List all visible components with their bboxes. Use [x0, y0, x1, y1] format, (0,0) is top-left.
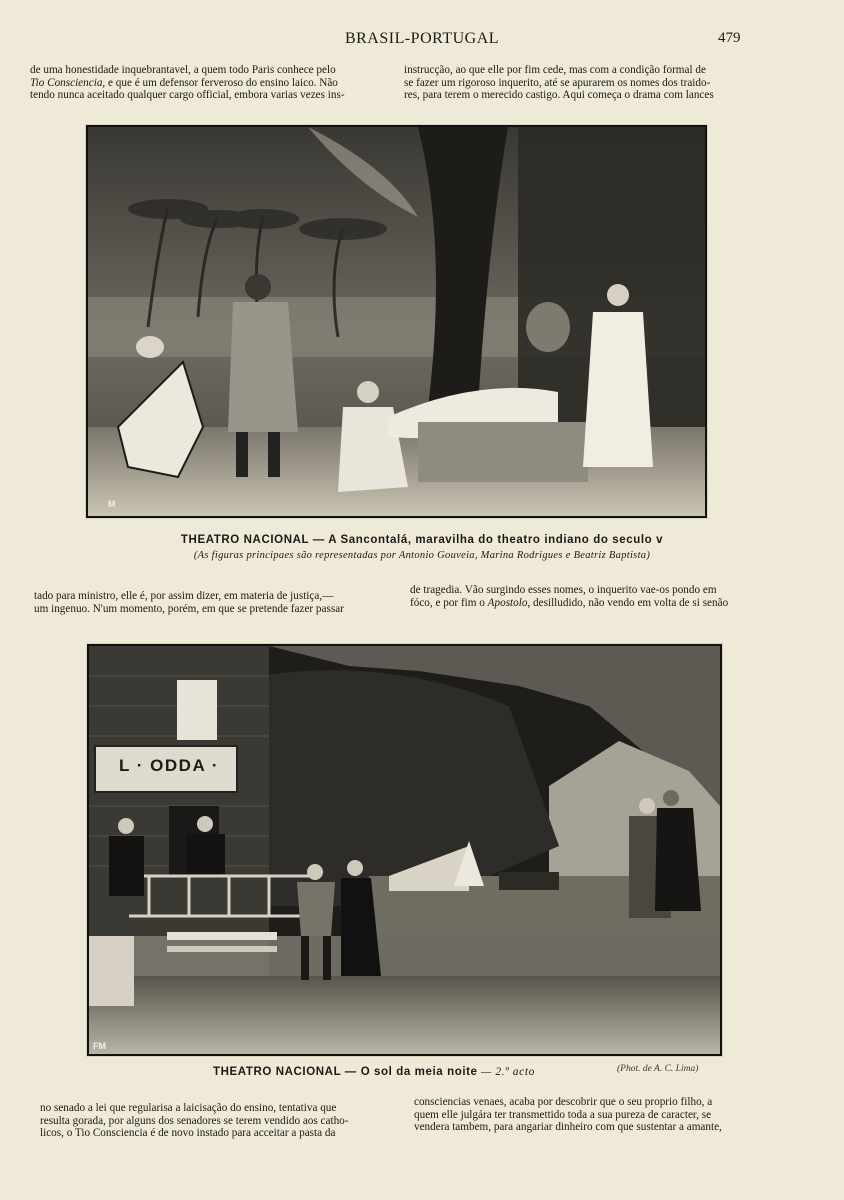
photographer-monogram: M: [108, 499, 116, 509]
bottom-text-right-column: [414, 1096, 770, 1134]
caption-dash: —: [308, 534, 329, 546]
italic-word: Apostolo: [487, 596, 528, 609]
text-line: [410, 597, 764, 610]
stage-scene-illustration: [88, 127, 705, 516]
middle-text-left-column: [34, 590, 386, 615]
sol-da-meia-noite-stage-photo: [87, 644, 722, 1056]
text-line: res, para terem o merecido castigo. Aqui começa o drama com lances: [404, 89, 714, 101]
text-fragment: , e que é um defensor ferveroso do ensino laico. Não: [102, 76, 338, 89]
text-line: licos, o Tio Consciencia é de novo instado para acceitar a pasta da: [40, 1127, 336, 1139]
text-line: consciencias venaes, acaba por descobrir que o seu proprio filho, a: [414, 1096, 713, 1108]
top-text-left-column: [30, 64, 382, 102]
text-line: instrucção, ao que elle por fim cede, mas com a condição formal de: [404, 64, 706, 76]
text-fragment: , desilludido, não vendo em volta de si senão: [527, 596, 729, 609]
stage-scene-illustration: [89, 646, 720, 1054]
caption-text: A Sancontalá, maravilha do theatro indiano do seculo v: [328, 534, 664, 546]
text-line: tado para ministro, elle é, por assim dizer, em materia de justiça,—: [34, 590, 334, 602]
text-line: resulta gorada, por alguns dos senadores se terem vendido aos catho-: [40, 1114, 349, 1127]
middle-text-right-column: [410, 584, 764, 609]
photographer-monogram: FM: [93, 1041, 106, 1051]
text-line: no senado a lei que regularisa a laicisação do ensino, tentativa que: [40, 1102, 337, 1114]
text-line: vendera tambem, para angariar dinheiro com que sustentar a amante,: [414, 1121, 722, 1133]
sancontala-stage-photo: [86, 125, 707, 518]
text-line: [30, 77, 382, 90]
italic-name: Tio Consciencia: [30, 76, 103, 89]
text-line: um ingenuo. N'um momento, porém, em que se pretende fazer passar: [34, 602, 344, 615]
text-line: se fazer um rigoroso inquerito, até se apurarem os nomes dos traido-: [404, 76, 711, 89]
top-text-right-column: [404, 64, 758, 102]
figure1-subcaption: (As figuras principaes são representadas por Antonio Gouveia, Marina Rodrigues e Beatriz Baptista): [193, 550, 651, 561]
caption-act: — 2.º acto: [477, 1066, 535, 1078]
caption-title: THEATRO NACIONAL: [212, 1066, 341, 1078]
caption-text: O sol da meia noite: [360, 1066, 478, 1078]
bottom-text-left-column: [40, 1102, 392, 1140]
page-number: 479: [718, 30, 741, 46]
text-line: quem elle julgára ter transmettido toda a sua pureza de caracter, se: [414, 1108, 712, 1121]
text-line: de uma honestidade inquebrantavel, a quem todo Paris conhece pelo: [30, 64, 336, 76]
figure1-caption: [0, 534, 844, 546]
text-fragment: fóco, e por fim o: [410, 596, 488, 609]
odda-hotel-sign: L · ODDA ·: [119, 756, 219, 775]
text-line: de tragedia. Vão surgindo esses nomes, o inquerito vae-os pondo em: [410, 584, 717, 596]
text-line: tendo nunca aceitado qualquer cargo official, embora varias vezes ins-: [30, 89, 345, 101]
running-title: BRASIL-PORTUGAL: [344, 30, 500, 47]
caption-title: THEATRO NACIONAL: [180, 534, 309, 546]
caption-dash: —: [341, 1066, 361, 1078]
photo-credit: (Phot. de A. C. Lima): [617, 1064, 699, 1074]
